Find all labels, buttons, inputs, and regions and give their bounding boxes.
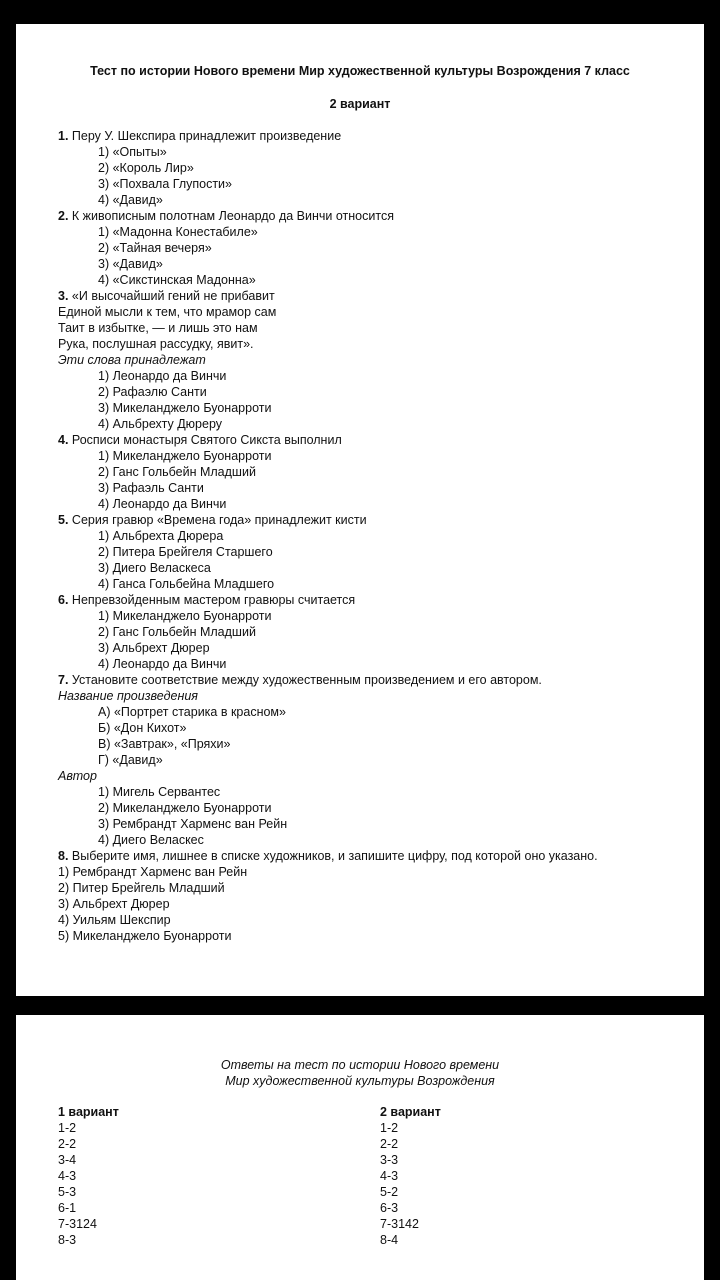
question-body: Выберите имя, лишнее в списке художников, и запишите цифру, под которой оно указано. bbox=[68, 849, 598, 863]
list-item: 2) Питер Брейгель Младший bbox=[58, 881, 225, 895]
question-body: К живописным полотнам Леонардо да Винчи относится bbox=[68, 209, 394, 223]
answer-option: 4) Леонардо да Винчи bbox=[98, 657, 227, 671]
question-number: 1. bbox=[58, 129, 69, 143]
question-text bbox=[58, 128, 694, 144]
question-number: 7. bbox=[58, 673, 69, 687]
question-number: 4. bbox=[58, 433, 69, 447]
answer-key-item: 1-2 bbox=[380, 1121, 399, 1135]
question-text bbox=[58, 432, 694, 448]
work-item: А) «Портрет старика в красном» bbox=[98, 705, 286, 719]
work-item: В) «Завтрак», «Пряхи» bbox=[98, 737, 231, 751]
answer-key-item: 5-2 bbox=[380, 1185, 399, 1199]
answer-key-item: 3-4 bbox=[58, 1153, 77, 1167]
answers-variant1 bbox=[58, 1104, 119, 1248]
question-number: 6. bbox=[58, 593, 69, 607]
answer-key-item: 5-3 bbox=[58, 1185, 77, 1199]
test-title: Тест по истории Нового времени Мир художественной культуры Возрождения 7 класс bbox=[90, 64, 630, 78]
question-body: «И высочайший гений не прибавит bbox=[68, 289, 275, 303]
quote-line: Таит в избытке, — и лишь это нам bbox=[58, 321, 258, 335]
answer-key-item: 2-2 bbox=[58, 1137, 77, 1151]
author-item: 3) Рембрандт Харменс ван Рейн bbox=[98, 817, 288, 831]
answer-option: 2) «Король Лир» bbox=[98, 161, 194, 175]
answers-page bbox=[16, 1015, 704, 1280]
answer-key-item: 7-3124 bbox=[58, 1217, 97, 1231]
answer-option: 3) Рафаэль Санти bbox=[98, 481, 204, 495]
question-number: 8. bbox=[58, 849, 69, 863]
answer-option: 2) Рафаэлю Санти bbox=[98, 385, 207, 399]
answers-variant-label: 2 вариант bbox=[380, 1105, 441, 1119]
question-body: Перу У. Шекспира принадлежит произведение bbox=[68, 129, 342, 143]
list-item: 5) Микеланджело Буонарроти bbox=[58, 929, 232, 943]
answer-option: 1) Леонардо да Винчи bbox=[98, 369, 227, 383]
question-number: 5. bbox=[58, 513, 69, 527]
answer-option: 4) Ганса Гольбейна Младшего bbox=[98, 577, 275, 591]
question-number: 2. bbox=[58, 209, 69, 223]
works-label: Название произведения bbox=[58, 689, 198, 703]
answer-option: 4) «Давид» bbox=[98, 193, 163, 207]
question-number: 3. bbox=[58, 289, 69, 303]
answer-key-item: 2-2 bbox=[380, 1137, 399, 1151]
authors-label: Автор bbox=[58, 769, 97, 783]
answer-key-item: 3-3 bbox=[380, 1153, 399, 1167]
variant-label: 2 вариант bbox=[329, 97, 391, 111]
quote-line: Единой мысли к тем, что мрамор сам bbox=[58, 305, 277, 319]
answer-key-item: 4-3 bbox=[58, 1169, 77, 1183]
list-item: 3) Альбрехт Дюрер bbox=[58, 897, 170, 911]
answers-heading-line1: Ответы на тест по истории Нового времени bbox=[220, 1058, 500, 1072]
answer-option: 3) Диего Веласкеса bbox=[98, 561, 211, 575]
answer-option: 2) «Тайная вечеря» bbox=[98, 241, 212, 255]
answer-option: 3) Альбрехт Дюрер bbox=[98, 641, 210, 655]
answer-option: 3) «Давид» bbox=[98, 257, 163, 271]
answer-key-item: 8-3 bbox=[58, 1233, 77, 1247]
answer-key-item: 8-4 bbox=[380, 1233, 399, 1247]
answer-option: 3) Микеланджело Буонарроти bbox=[98, 401, 272, 415]
answer-option: 1) Микеланджело Буонарроти bbox=[98, 449, 272, 463]
answer-key-item: 6-1 bbox=[58, 1201, 77, 1215]
answers-variant-label: 1 вариант bbox=[58, 1105, 119, 1119]
answer-option: 4) Леонардо да Винчи bbox=[98, 497, 227, 511]
question-text bbox=[58, 672, 694, 688]
answer-option: 2) Ганс Гольбейн Младший bbox=[98, 465, 256, 479]
answer-option: 4) «Сикстинская Мадонна» bbox=[98, 273, 256, 287]
answer-key-item: 7-3142 bbox=[380, 1217, 419, 1231]
answer-option: 2) Питера Брейгеля Старшего bbox=[98, 545, 273, 559]
quote-line: Рука, послушная рассудку, явит». bbox=[58, 337, 254, 351]
question-list bbox=[58, 128, 694, 944]
question-note: Эти слова принадлежат bbox=[58, 353, 206, 367]
answer-option: 3) «Похвала Глупости» bbox=[98, 177, 232, 191]
question-body: Серия гравюр «Времена года» принадлежит кисти bbox=[68, 513, 367, 527]
answer-option: 4) Альбрехту Дюреру bbox=[98, 417, 223, 431]
answer-option: 1) Альбрехта Дюрера bbox=[98, 529, 224, 543]
author-item: 1) Мигель Сервантес bbox=[98, 785, 221, 799]
author-item: 2) Микеланджело Буонарроти bbox=[98, 801, 272, 815]
answers-heading-line2: Мир художественной культуры Возрождения bbox=[225, 1074, 495, 1088]
answers-variant2 bbox=[380, 1104, 441, 1248]
question-text bbox=[58, 592, 694, 608]
answer-option: 1) «Опыты» bbox=[98, 145, 167, 159]
question-text bbox=[58, 208, 694, 224]
test-page bbox=[16, 24, 704, 996]
question-body: Непревзойденным мастером гравюры считается bbox=[68, 593, 356, 607]
author-item: 4) Диего Веласкес bbox=[98, 833, 204, 847]
answer-key-item: 4-3 bbox=[380, 1169, 399, 1183]
work-item: Б) «Дон Кихот» bbox=[98, 721, 187, 735]
work-item: Г) «Давид» bbox=[98, 753, 163, 767]
answer-key-item: 6-3 bbox=[380, 1201, 399, 1215]
answer-option: 1) «Мадонна Конестабиле» bbox=[98, 225, 258, 239]
question-text bbox=[58, 848, 694, 864]
answer-key-item: 1-2 bbox=[58, 1121, 77, 1135]
list-item: 1) Рембрандт Харменс ван Рейн bbox=[58, 865, 248, 879]
question-text bbox=[58, 512, 694, 528]
list-item: 4) Уильям Шекспир bbox=[58, 913, 171, 927]
question-text bbox=[58, 288, 694, 304]
answer-option: 2) Ганс Гольбейн Младший bbox=[98, 625, 256, 639]
question-body: Установите соответствие между художественным произведением и его автором. bbox=[68, 673, 542, 687]
answer-option: 1) Микеланджело Буонарроти bbox=[98, 609, 272, 623]
question-body: Росписи монастыря Святого Сикста выполнил bbox=[68, 433, 342, 447]
